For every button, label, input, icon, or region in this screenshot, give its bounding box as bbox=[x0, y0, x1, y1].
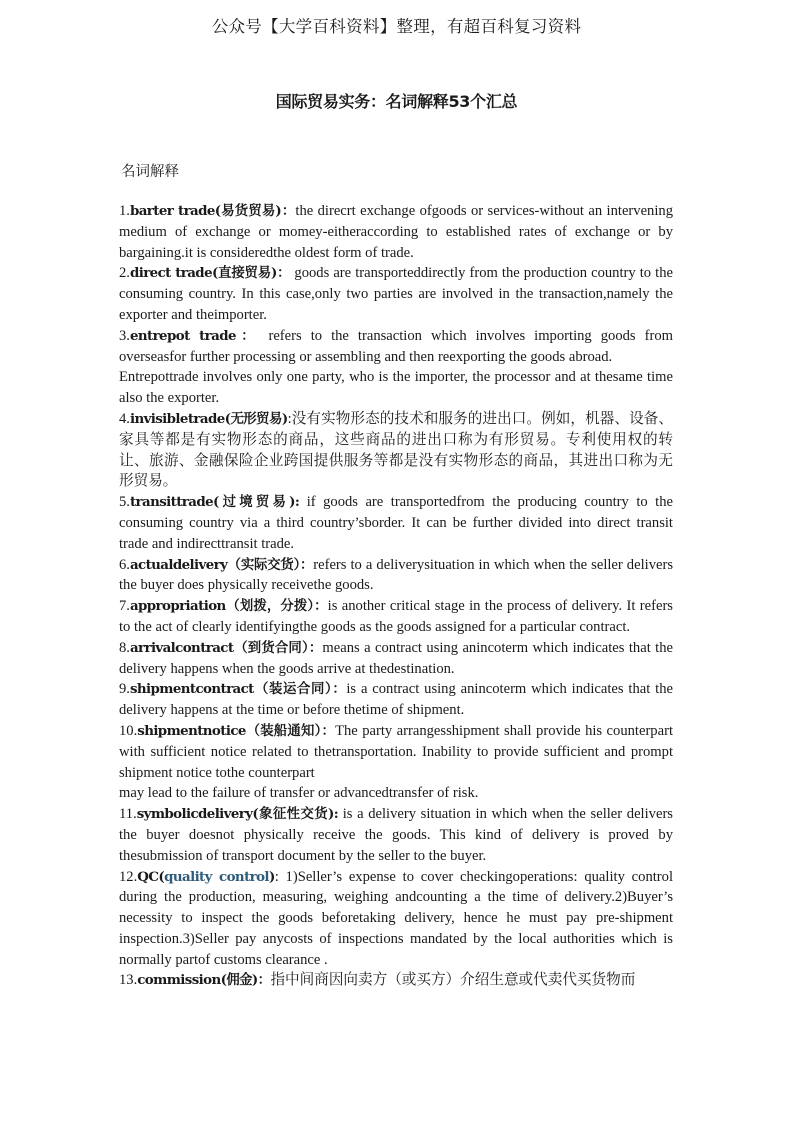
page-title: 国际贸易实务：名词解释53个汇总 bbox=[275, 92, 518, 111]
glossary-list bbox=[119, 201, 673, 991]
entry-number: 7. bbox=[119, 598, 130, 615]
entry-term: shipmentcontract（装运合同）： bbox=[129, 681, 347, 698]
entry-definition: is a delivery situation in which when the seller delivers the buyer doesnot physically receive the goods. This kind of delivery is proved by thesubmission of transport document by the seller to the buyer. bbox=[119, 806, 673, 864]
entry-term: symbolicdelivery(象征性交货): bbox=[136, 806, 339, 823]
entry-definition: :没有实物形态的技术和服务的进出口。例如，机器、设备、家具等都是有实物形态的商品，这些商品的进出口称为有形贸易。专利使用权的转让、旅游、金融保险企业跨国提供服务等都是没有实物形态的商品，其进出口称为无形贸易。 bbox=[119, 410, 673, 490]
entry-continuation: may lead to the failure of transfer or advancedtransfer of risk. bbox=[119, 785, 479, 802]
glossary-entry bbox=[119, 638, 673, 680]
entry-number: 8. bbox=[119, 639, 130, 656]
entry-definition: means a contract using anincoterm which indicates that the delivery happens when the goods arrive at thedestination. bbox=[119, 639, 673, 677]
entry-term-suffix: ) bbox=[268, 868, 275, 885]
entry-term: barter trade(易货贸易)： bbox=[129, 203, 296, 219]
section-heading: 名词解释 bbox=[121, 164, 179, 180]
entry-number: 6. bbox=[119, 556, 130, 573]
glossary-entry bbox=[119, 970, 673, 991]
entry-definition: is a contract using anincoterm which indicates that the delivery happens at the time or before thetime of shipment. bbox=[119, 681, 673, 719]
entry-term: invisibletrade(无形贸易) bbox=[129, 410, 288, 427]
glossary-entry bbox=[119, 201, 673, 263]
glossary-entry bbox=[119, 263, 673, 325]
entry-definition: if goods are transportedfrom the producing country to the consuming country via a third country’sborder. It can be further divided into direct transit trade and indirecttransit trade. bbox=[119, 494, 673, 552]
entry-number: 4. bbox=[119, 410, 130, 427]
entry-number: 12. bbox=[119, 868, 138, 885]
glossary-entry bbox=[119, 867, 673, 971]
entry-term: direct trade(直接贸易)： bbox=[129, 265, 291, 282]
glossary-entry bbox=[119, 555, 673, 597]
entry-definition: 指中间商因向卖方（或买方）介绍生意或代卖代买货物而 bbox=[270, 972, 636, 989]
entry-term: commission(佣金)： bbox=[137, 972, 271, 989]
entry-definition: The party arrangesshipment shall provide his counterpart with sufficient notice related to thetransportation. Inability to provide sufficient and prompt shipment notice tothe counterpart bbox=[119, 722, 673, 781]
entry-term: shipmentnotice（装船通知）： bbox=[137, 722, 336, 739]
entry-number: 5. bbox=[119, 494, 130, 511]
entry-definition: : 1)Seller’s expense to cover checkingoperations: quality control during the production, measuring, weighing andcounting a the time of delivery.2)Buyer’s necessity to inspect the goods beforetaking delivery, hence he must pay pre-shipment inspection.3)Seller pay anycosts of inspections mandated by the local authorities which is normally partof customs clearance . bbox=[119, 868, 674, 968]
glossary-entry bbox=[119, 804, 673, 866]
glossary-entry bbox=[119, 326, 673, 368]
entry-number: 11. bbox=[119, 806, 137, 823]
entry-definition: is another critical stage in the process of delivery. It refers to the act of clearly identifyingthe goods as the goods assigned for a particular contract. bbox=[119, 598, 673, 635]
entry-number: 13. bbox=[119, 972, 138, 989]
entry-term: entrepot trade： bbox=[129, 327, 260, 344]
glossary-entry bbox=[119, 721, 673, 783]
entry-number: 3. bbox=[119, 327, 130, 344]
glossary-entry bbox=[119, 596, 673, 638]
entry-number: 2. bbox=[119, 265, 130, 282]
entry-term-prefix: QC( bbox=[137, 868, 165, 885]
entry-term: transittrade(过境贸易): bbox=[129, 494, 300, 511]
entry-term-highlight: quality control bbox=[164, 868, 269, 885]
entry-term: arrivalcontract（到货合同）： bbox=[129, 639, 323, 656]
entry-term: appropriation（划拨，分拨）： bbox=[129, 598, 328, 615]
entry-definition: refers to a deliverysituation in which when the seller delivers the buyer does physically receivethe goods. bbox=[119, 556, 674, 594]
glossary-entry bbox=[119, 492, 673, 554]
entry-definition: goods are transporteddirectly from the production country to the consuming country. In this case,only two parties are involved in the transaction,namely the exporter and theimporter. bbox=[119, 265, 673, 323]
glossary-entry bbox=[119, 679, 673, 721]
glossary-entry bbox=[119, 409, 673, 492]
entry-term bbox=[137, 869, 274, 885]
entry-definition: refers to the transaction which involves importing goods from overseasfor further processing or assembling and then reexporting the goods abroad. bbox=[119, 327, 673, 365]
entry-continuation: Entrepottrade involves only one party, who is the importer, the processor and at thesame time also the exporter. bbox=[119, 369, 673, 407]
entry-number: 10. bbox=[119, 722, 138, 739]
page-header: 公众号【大学百科资料】整理，有超百科复习资料 bbox=[211, 17, 582, 36]
entry-definition: the direcrt exchange ofgoods or services-without an intervening medium of exchange or momey-eitheraccording to established rates of exchange or by bargaining.it is consideredthe oldest form of trade. bbox=[119, 203, 673, 261]
entry-term: actualdelivery（实际交货）： bbox=[129, 556, 314, 573]
entry-number: 1. bbox=[119, 203, 130, 219]
entry-number: 9. bbox=[119, 681, 130, 698]
